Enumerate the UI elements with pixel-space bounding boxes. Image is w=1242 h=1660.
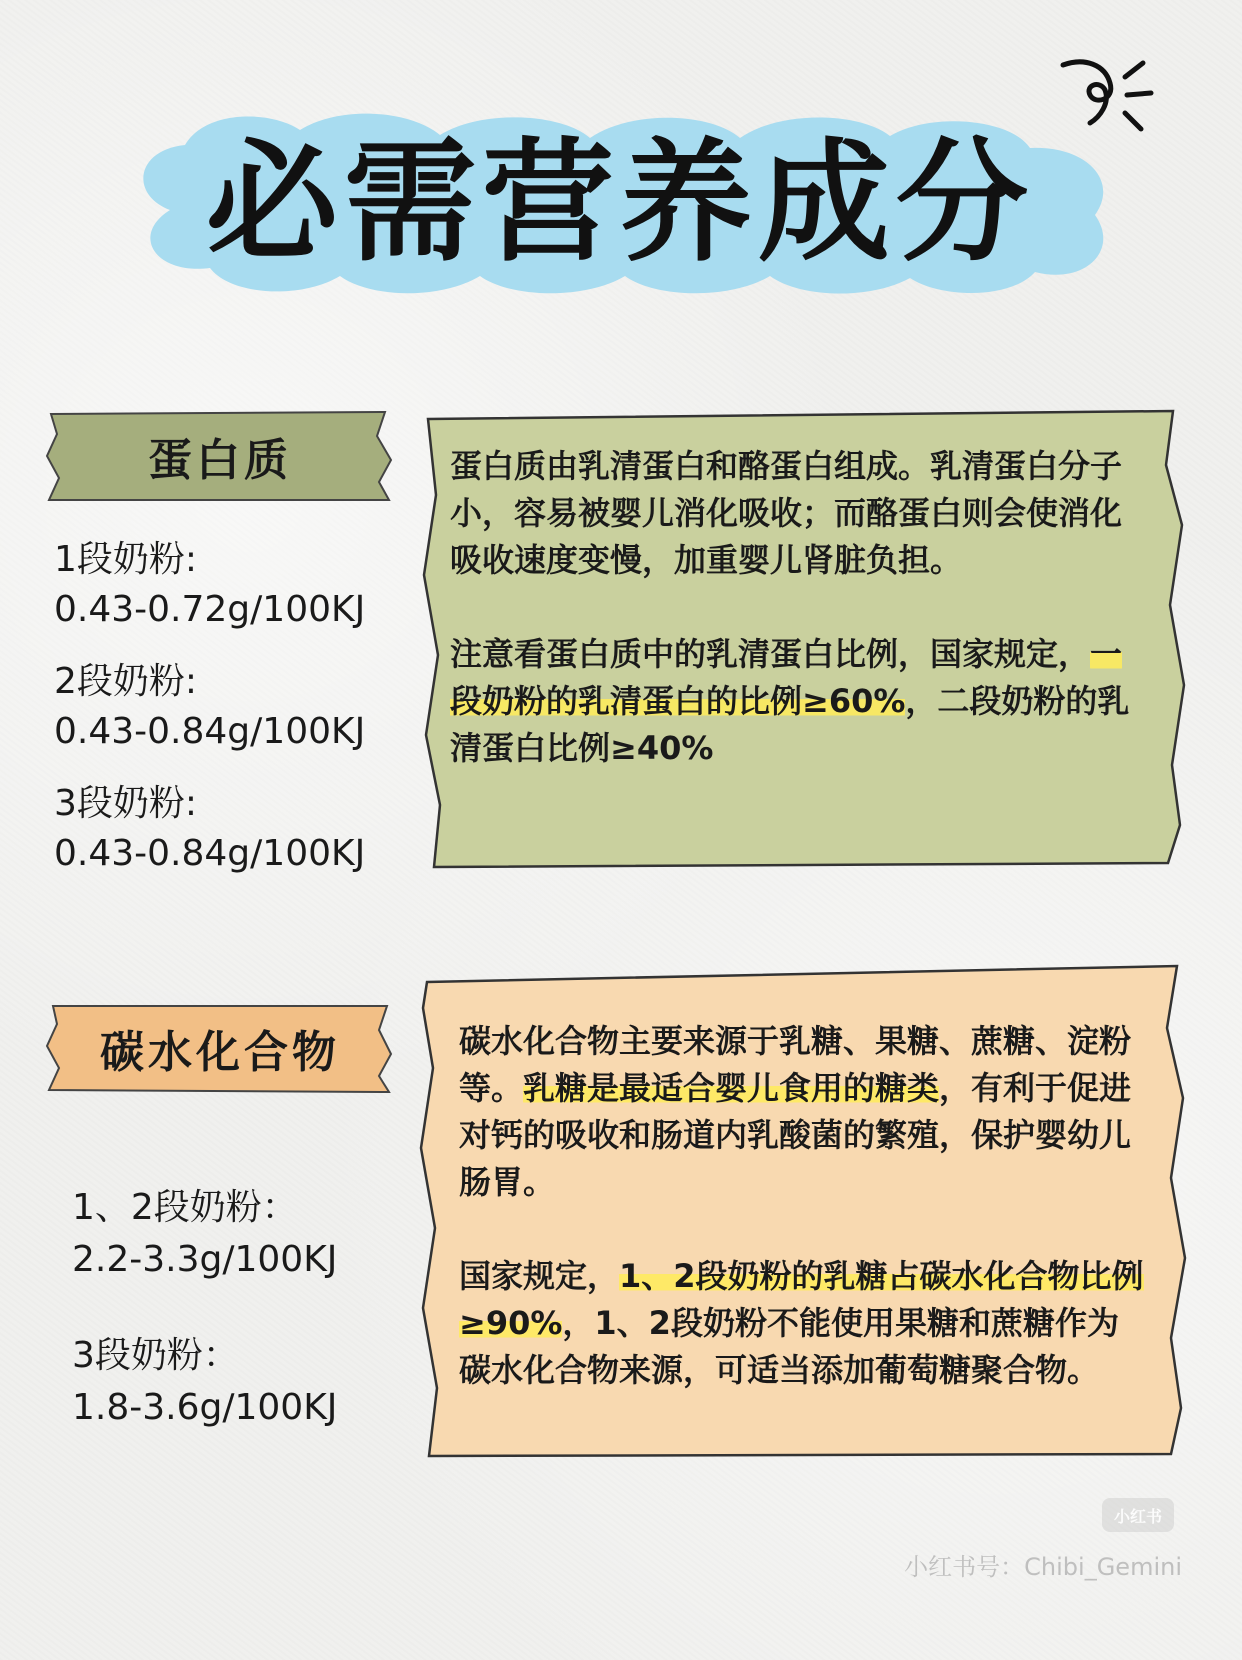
protein-stage-range: 0.43-0.84g/100KJ bbox=[54, 711, 366, 752]
protein-tag bbox=[45, 408, 395, 504]
page-title: 必需营养成分 bbox=[206, 126, 1034, 280]
carb-values bbox=[72, 1182, 337, 1456]
carb-para-1 bbox=[459, 1018, 1149, 1206]
carb-para-1-post: ，有利于促进对钙的吸收和肠道内乳酸菌的繁殖，保护婴幼儿肠胃。 bbox=[459, 1069, 1132, 1201]
carb-para-2 bbox=[459, 1253, 1149, 1394]
protein-info-box bbox=[418, 405, 1188, 870]
protein-values bbox=[54, 535, 365, 901]
protein-stage-label: 1段奶粉: bbox=[54, 539, 198, 580]
protein-highlight: 一段奶粉的乳清蛋白的比例≥60% bbox=[450, 635, 1123, 720]
carb-value-stage12 bbox=[72, 1182, 337, 1286]
carb-info-text bbox=[459, 1018, 1149, 1394]
carb-stage-label: 1、2段奶粉： bbox=[72, 1187, 298, 1228]
carb-value-stage3 bbox=[72, 1330, 337, 1434]
sparkle-doodle-icon bbox=[1055, 55, 1155, 155]
protein-stage-range: 0.43-0.72g/100KJ bbox=[54, 589, 366, 630]
protein-para-1: 蛋白质由乳清蛋白和酪蛋白组成。乳清蛋白分子小，容易被婴儿消化吸收；而酪蛋白则会使消化吸收速度变慢，加重婴儿肾脏负担。 bbox=[450, 447, 1123, 579]
carb-tag bbox=[45, 1000, 395, 1096]
protein-para-2-pre: 注意看蛋白质中的乳清蛋白比例，国家规定， bbox=[450, 635, 1091, 673]
carb-tag-label: 碳水化合物 bbox=[100, 1027, 340, 1078]
protein-value-stage2 bbox=[54, 657, 365, 757]
carb-highlight-2: 1、2段奶粉的乳糖占碳水化合物比例≥90% bbox=[459, 1257, 1144, 1342]
protein-stage-label: 2段奶粉: bbox=[54, 661, 198, 702]
protein-value-stage1 bbox=[54, 535, 365, 635]
protein-para-2-post: ，二段奶粉的乳清蛋白比例≥40% bbox=[450, 682, 1130, 767]
carb-stage-range: 1.8-3.6g/100KJ bbox=[72, 1387, 338, 1428]
carb-para-1-pre: 碳水化合物主要来源于乳糖、果糖、蔗糖、淀粉等。 bbox=[459, 1022, 1132, 1107]
carb-para-2-post: ，1、2段奶粉不能使用果糖和蔗糖作为碳水化合物来源，可适当添加葡萄糖聚合物。 bbox=[459, 1304, 1119, 1389]
carb-highlight-1: 乳糖是最适合婴儿食用的糖类 bbox=[523, 1069, 940, 1107]
watermark-text: 小红书号：Chibi_Gemini bbox=[904, 1553, 1182, 1581]
carb-info-box bbox=[415, 958, 1190, 1463]
carb-stage-range: 2.2-3.3g/100KJ bbox=[72, 1239, 338, 1280]
protein-stage-label: 3段奶粉: bbox=[54, 783, 198, 824]
carb-para-2-pre: 国家规定， bbox=[459, 1257, 620, 1295]
carb-stage-label: 3段奶粉： bbox=[72, 1335, 239, 1376]
watermark-logo: 小红书 bbox=[1102, 1498, 1174, 1532]
protein-stage-range: 0.43-0.84g/100KJ bbox=[54, 833, 366, 874]
protein-tag-label: 蛋白质 bbox=[148, 435, 292, 486]
protein-para-2 bbox=[450, 631, 1150, 772]
protein-value-stage3 bbox=[54, 779, 365, 879]
protein-info-text bbox=[450, 443, 1150, 772]
